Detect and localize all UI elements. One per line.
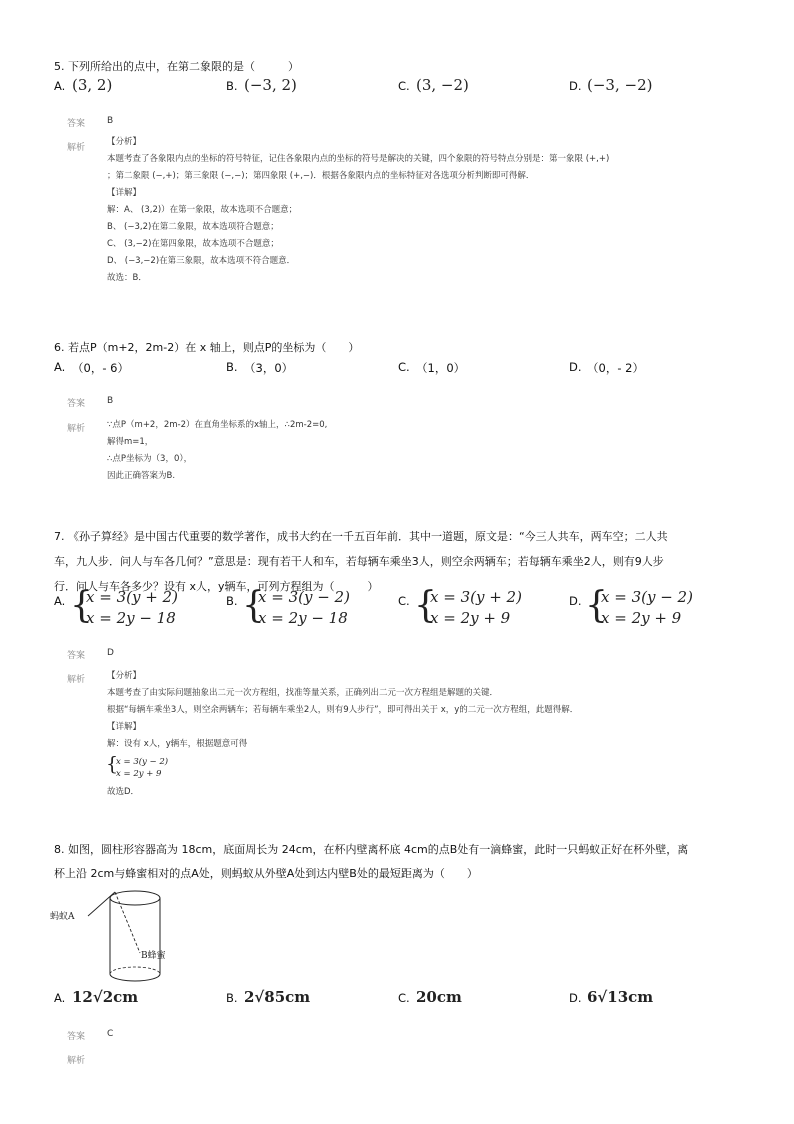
q5-option-c-letter: C. bbox=[398, 79, 410, 93]
q7-line: 【详解】 bbox=[107, 722, 142, 732]
q7-option-c-eq2: x = 2y + 9 bbox=[430, 609, 511, 627]
q5-analysis bbox=[107, 134, 609, 287]
q6-option-a-letter: A. bbox=[54, 360, 66, 374]
q7-option-b-eq2: x = 2y − 18 bbox=[258, 609, 348, 627]
q7-option-c-letter: C. bbox=[398, 594, 410, 608]
q7-option-d-eq1: x = 3(y − 2) bbox=[601, 588, 693, 606]
q6-option-d-letter: D. bbox=[569, 360, 582, 374]
q5-line: 本题考查了各象限内点的坐标的符号特征，记住各象限内点的坐标的符号是解决的关键，四个象限的符号特点分别是：第一象限 (+,+) bbox=[107, 154, 610, 164]
q5-option-b-letter: B. bbox=[226, 79, 238, 93]
q6-answer-label: 答案 bbox=[67, 399, 86, 409]
brace-icon: { bbox=[585, 585, 608, 626]
q8-stem-line: 8. 如图，圆柱形容器高为 18cm，底面周长为 24cm，在杯内壁离杯底 4cm的点B处有一滴蜂蜜，此时一只蚂蚁正好在杯外壁，离 bbox=[54, 843, 689, 856]
brace-icon: { bbox=[106, 753, 119, 775]
q6-option-b-letter: B. bbox=[226, 360, 238, 374]
q7-option-c-eq1: x = 3(y + 2) bbox=[430, 588, 522, 606]
brace-icon: { bbox=[414, 585, 437, 626]
q7-stem-line: 行．问人与车各多少？设有 x人，y辆车，可列方程组为（ ） bbox=[54, 580, 379, 593]
q6-option-a: （0，- 6） bbox=[72, 361, 129, 375]
q7-option-d-eq2: x = 2y + 9 bbox=[601, 609, 682, 627]
q7-option-b-letter: B. bbox=[226, 594, 238, 608]
q6-answer: B bbox=[107, 396, 114, 406]
q5-line: D、 (−3,−2)在第三象限，故本选项不符合题意． bbox=[107, 256, 296, 266]
q8-answer-label: 答案 bbox=[67, 1032, 86, 1042]
q6-line: ∵点P（m+2，2m-2）在直角坐标系的x轴上，∴2m-2=0, bbox=[107, 420, 328, 430]
q5-line: 解：A、 (3,2)）在第一象限，故本选项不合题意； bbox=[107, 205, 298, 215]
q6-line: ∴点P坐标为（3，0）， bbox=[107, 454, 193, 464]
q6-line: 解得m=1， bbox=[107, 437, 154, 447]
q7-system-eq1: x = 3(y − 2) bbox=[116, 757, 169, 767]
q6-option-c-letter: C. bbox=[398, 360, 410, 374]
q5-stem: 5. 下列所给出的点中，在第二象限的是（ ） bbox=[54, 60, 299, 73]
q5-line: C、 (3,−2)在第四象限，故本选项不合题意； bbox=[107, 239, 279, 249]
q7-stem-line: 车，九人步．问人与车各几何？”意思是：现有若干人和车，若每辆车乘坐3人，则空余两辆车；若每辆车乘坐2人，则有9人步 bbox=[54, 555, 664, 568]
q7-line: 【分析】 bbox=[107, 671, 142, 681]
q6-line: 因此正确答案为B. bbox=[107, 471, 176, 481]
q5-answer: B bbox=[107, 116, 114, 126]
brace-icon: { bbox=[242, 585, 265, 626]
q7-line: 解：设有 x人，y辆车，根据题意可得 bbox=[107, 739, 248, 749]
q8-option-b: 2√85cm bbox=[244, 988, 311, 1006]
brace-icon: { bbox=[70, 585, 93, 626]
q8-option-c-letter: C. bbox=[398, 991, 410, 1005]
q5-option-c: (3, −2) bbox=[416, 76, 469, 94]
q7-option-a-letter: A. bbox=[54, 594, 66, 608]
q6-option-c: （1，0） bbox=[416, 361, 466, 375]
q5-line: ；第二象限 (−,+)；第三象限 (−,−)；第四象限 (+,−)．根据各象限内点的坐标特征对各选项分析判断即可得解． bbox=[107, 171, 535, 181]
q6-option-b: （3，0） bbox=[244, 361, 294, 375]
q7-answer: D bbox=[107, 648, 114, 658]
q8-option-d: 6√13cm bbox=[587, 988, 654, 1006]
q5-line: 【详解】 bbox=[107, 188, 142, 198]
q8-analysis-label: 解析 bbox=[67, 1056, 86, 1066]
q8-option-a-letter: A. bbox=[54, 991, 66, 1005]
q7-option-a-eq2: x = 2y − 18 bbox=[86, 609, 176, 627]
q5-option-b: (−3, 2) bbox=[244, 76, 297, 94]
figure-label-b: B蜂蜜 bbox=[141, 951, 166, 961]
q5-line: 【分析】 bbox=[107, 137, 142, 147]
q5-line: 故选：B． bbox=[107, 273, 147, 283]
q5-option-a-letter: A. bbox=[54, 79, 66, 93]
q5-option-d: (−3, −2) bbox=[587, 76, 653, 94]
q7-analysis-label: 解析 bbox=[67, 675, 86, 685]
q7-line: 根据“每辆车乘坐3人，则空余两辆车；若每辆车乘坐2人，则有9人步行”，即可得出关于 x，y的二元一次方程组，此题得解． bbox=[107, 705, 579, 715]
q5-answer-label: 答案 bbox=[67, 119, 86, 129]
q8-option-a: 12√2cm bbox=[72, 988, 139, 1006]
q6-analysis-label: 解析 bbox=[67, 424, 86, 434]
q7-option-b-eq1: x = 3(y − 2) bbox=[258, 588, 350, 606]
q7-analysis bbox=[107, 668, 578, 753]
q7-option-d-letter: D. bbox=[569, 594, 582, 608]
q6-stem: 6. 若点P（m+2，2m-2）在 x 轴上，则点P的坐标为（ ） bbox=[54, 341, 360, 354]
q8-option-d-letter: D. bbox=[569, 991, 582, 1005]
q7-option-a-eq1: x = 3(y + 2) bbox=[86, 588, 178, 606]
q8-option-b-letter: B. bbox=[226, 991, 238, 1005]
q8-stem bbox=[54, 838, 688, 886]
q6-option-d: （0，- 2） bbox=[587, 361, 644, 375]
cylinder-figure bbox=[50, 886, 180, 986]
q5-option-d-letter: D. bbox=[569, 79, 582, 93]
q5-analysis-label: 解析 bbox=[67, 143, 86, 153]
q5-option-a: (3, 2) bbox=[72, 76, 113, 94]
q7-line: 本题考查了由实际问题抽象出二元一次方程组，找准等量关系，正确列出二元一次方程组是解题的关键． bbox=[107, 688, 499, 698]
figure-label-a: 蚂蚁A bbox=[50, 912, 75, 922]
q5-line: B、 (−3,2)在第二象限，故本选项符合题意； bbox=[107, 222, 279, 232]
q8-stem-line: 杯上沿 2cm与蜂蜜相对的点A处，则蚂蚁从外壁A处到达内壁B处的最短距离为（ ） bbox=[54, 867, 478, 880]
q7-answer-label: 答案 bbox=[67, 651, 86, 661]
q7-system-eq2: x = 2y + 9 bbox=[116, 769, 162, 779]
q7-stem-line: 7. 《孙子算经》是中国古代重要的数学著作，成书大约在一千五百年前．其中一道题，原文是：“今三人共车，两车空；二人共 bbox=[54, 530, 668, 543]
q8-option-c: 20cm bbox=[416, 988, 462, 1006]
q7-conclusion: 故选D． bbox=[107, 787, 140, 797]
q8-answer: C bbox=[107, 1029, 114, 1039]
q6-analysis bbox=[107, 417, 327, 485]
